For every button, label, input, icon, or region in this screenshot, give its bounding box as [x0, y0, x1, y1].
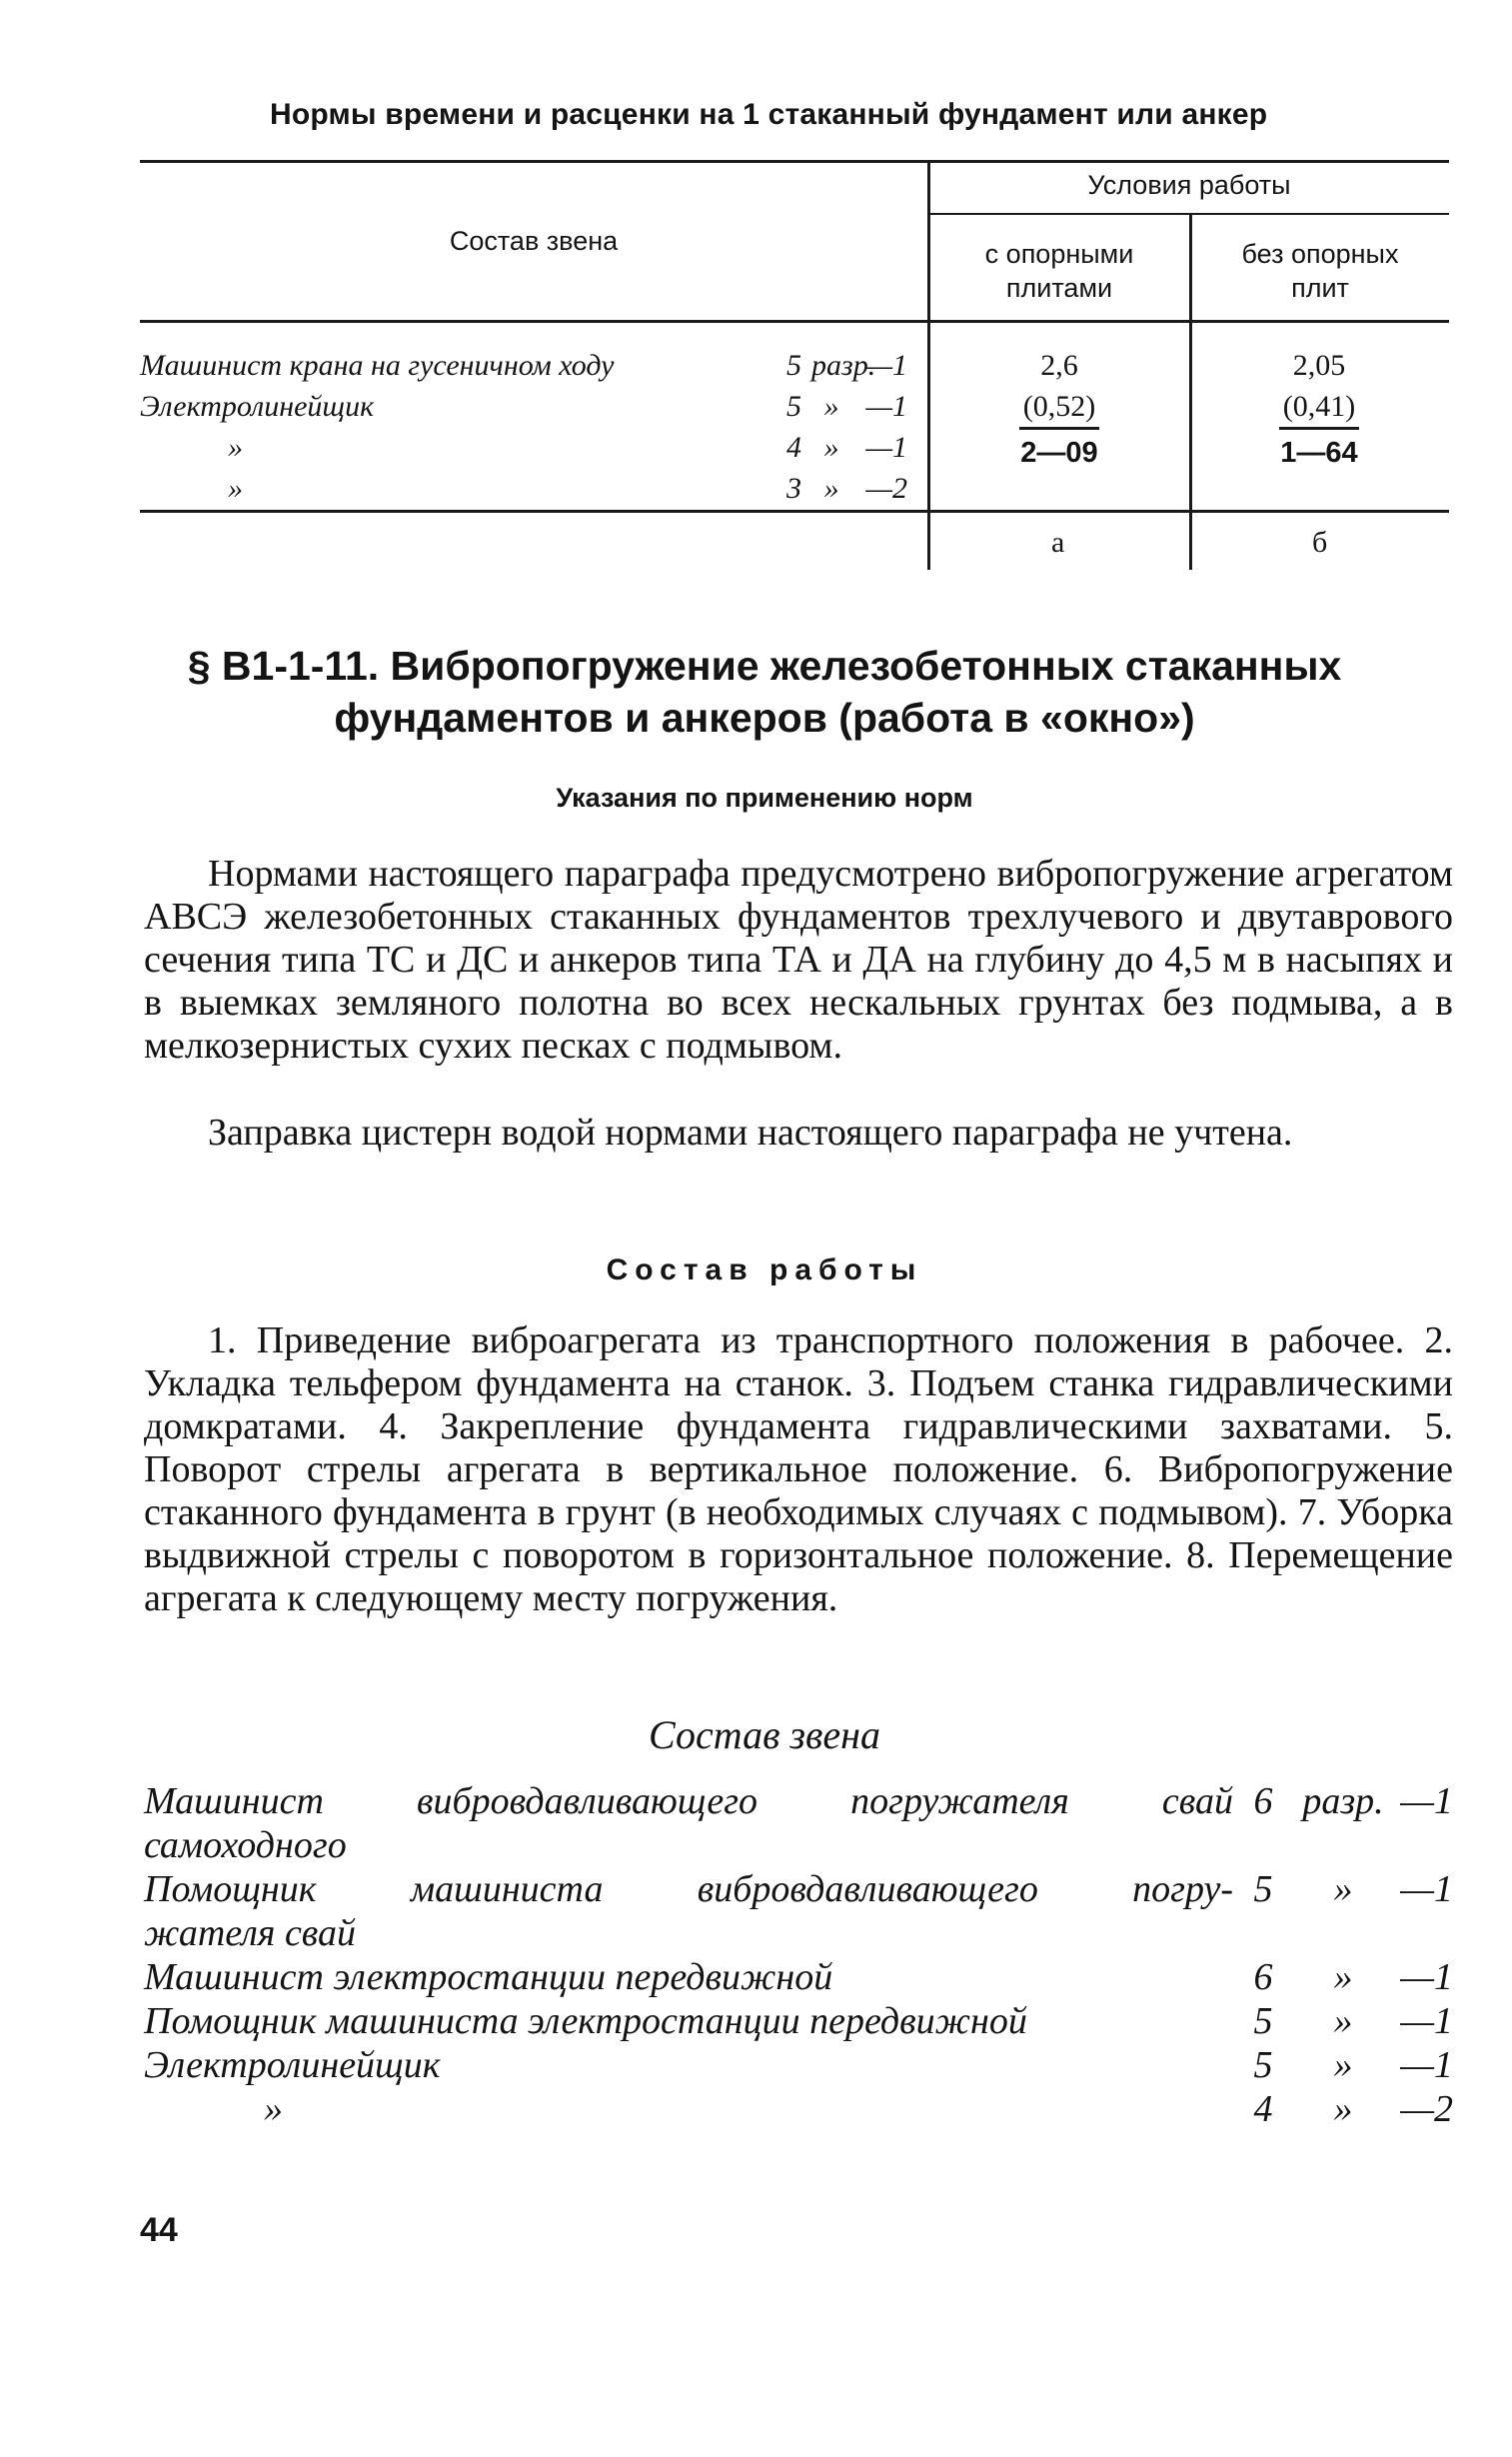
- work-heading: Состав работы: [606, 1253, 923, 1286]
- section-title: § В1-1-11. Вибропогружение железобетонных стаканных фундаментов и анкеров (работа в «окно»): [187, 643, 1342, 741]
- header-col-b: без опорных плит: [1241, 239, 1399, 303]
- table-crew-name: Электролинейщик: [140, 390, 375, 423]
- header-crew: Состав звена: [449, 226, 619, 256]
- table-crew-count: —1: [865, 349, 907, 382]
- crew-heading: Состав звена: [648, 1712, 880, 1757]
- col-a-price: 2—09: [1020, 437, 1098, 469]
- list-item: » 4 » —2: [264, 2088, 1453, 2130]
- table-crew-grade: 5: [786, 349, 801, 382]
- list-item: Помощник машиниста электростанции передвижной 5 » —1: [144, 2000, 1453, 2042]
- table-crew-grade: 5: [786, 390, 801, 423]
- col-a-paren: (0,52): [1019, 386, 1099, 430]
- guidance-heading: Указания по применению норм: [556, 783, 973, 813]
- table-crew-unit: »: [823, 390, 839, 423]
- table-crew-unit: »: [823, 431, 839, 464]
- col-b-paren: (0,41): [1279, 386, 1359, 430]
- table-crew-unit: разр.: [811, 349, 876, 382]
- list-item-continuation: самоходного: [144, 1824, 347, 1866]
- col-b-price: 1—64: [1280, 437, 1358, 469]
- table-crew-name: »: [228, 472, 243, 505]
- col-b-letter: б: [1312, 526, 1328, 559]
- list-item-continuation: жателя свай: [144, 1912, 357, 1954]
- list-item: Помощник машиниста вибровдавливающего погру- 5 » —1: [144, 1868, 1453, 1910]
- col-a-letter: а: [1051, 526, 1065, 559]
- table-divider-1: [927, 160, 930, 570]
- header-conditions: Условия работы: [1087, 170, 1291, 200]
- table-crew-unit: »: [823, 472, 839, 505]
- table-crew-name: »: [228, 431, 243, 464]
- crew-list: [144, 1779, 1453, 2131]
- list-item: Машинист электростанции передвижной 6 » —1: [144, 1956, 1453, 1998]
- table-crew-grade: 4: [786, 431, 801, 464]
- page-number: 44: [140, 2211, 178, 2249]
- guidance-paragraph-2: Заправка цистерн водой нормами настоящего параграфа не учтена.: [208, 1112, 1293, 1154]
- work-paragraph: 1. Приведение виброагрегата из транспортного положения в рабочее. 2. Укладка тельфером фундамента на станок. 3. Подъем станка гидравлическими домкратами. 4. Закрепление фундамента гидравлическими захватами. 5. Поворот стрелы агрегата в вертикальное положение. 6. Вибропогружение стаканного фундамента в грунт (в необходимых случаях с подмывом). 7. Уборка выдвижной стрелы с поворотом в горизонтальное положение. 8. Перемещение агрегата к следующему месту погружения.: [144, 1319, 1453, 1619]
- header-col-a: с опорными плитами: [984, 239, 1134, 303]
- table-crew-count: —1: [865, 431, 907, 464]
- col-a-norm: 2,6: [1040, 349, 1078, 382]
- table-crew-count: —2: [865, 472, 907, 505]
- col-a-values: [964, 345, 1154, 430]
- col-b-values: [1224, 345, 1414, 430]
- table-crew-list: [140, 345, 907, 509]
- list-item: Электролинейщик 5 » —1: [144, 2044, 1453, 2086]
- guidance-paragraph: Нормами настоящего параграфа предусмотрено вибропогружение агрегатом АВСЭ железобетонных стаканных фундаментов трехлучевого и двутаврового сечения типа ТС и ДС и анкеров типа ТА и ДА на глубину до 4,5 м в насыпях и в выемках земляного полотна во всех нескальных грунтах без подмыва, а в мелкозернистых сухих песках с подмывом.: [144, 853, 1453, 1067]
- header-bottom-rule: [140, 320, 1449, 323]
- table-top-rule: [140, 160, 1449, 163]
- table-caption: Нормы времени и расценки на 1 стаканный фундамент или анкер: [270, 98, 1268, 131]
- table-crew-grade: 3: [786, 472, 801, 505]
- table-crew-count: —1: [865, 390, 907, 423]
- col-b-norm: 2,05: [1292, 349, 1346, 382]
- list-item: Машинист вибровдавливающего погружателя свай 6 разр. —1: [144, 1780, 1453, 1822]
- table-crew-name: Машинист крана на гусеничном ходу: [140, 349, 615, 382]
- body-bottom-rule: [140, 510, 1449, 513]
